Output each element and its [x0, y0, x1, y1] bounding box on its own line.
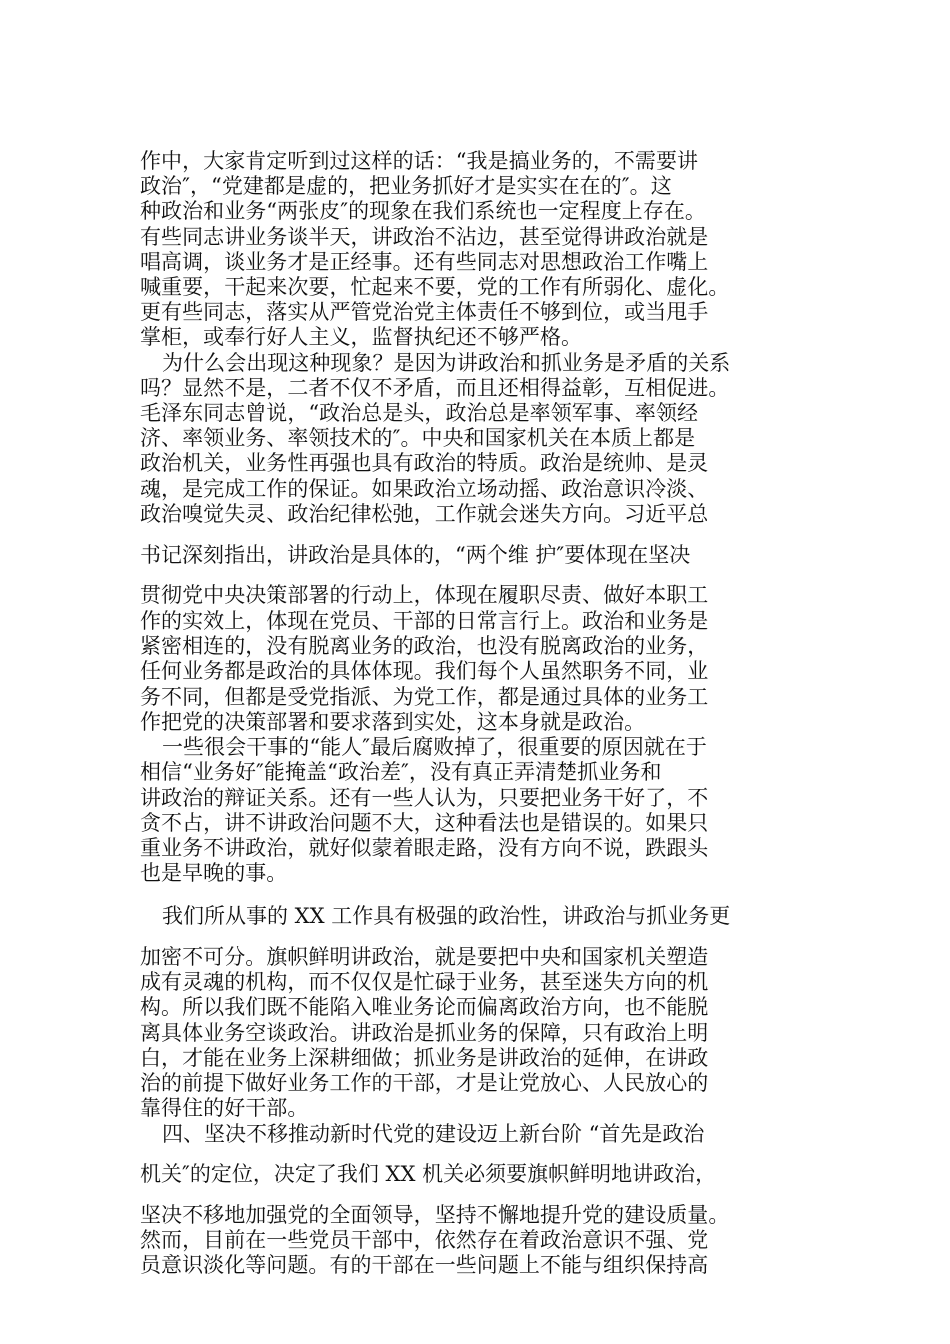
paragraph-first-line: 一些很会干事的“能人″最后腐败掉了，很重要的原因就在于	[162, 735, 707, 759]
body-text-line: 白，才能在业务上深耕细做；抓业务是讲政治的延伸，在讲政	[140, 1046, 709, 1070]
body-text-line: 讲政治的辩证关系。还有一些人认为，只要把业务干好了，不	[140, 786, 709, 810]
body-text-line: 加密不可分。旗帜鲜明讲政治，就是要把中央和国家机关塑造	[140, 945, 709, 969]
body-text-line: 掌柜，或奉行好人主义，监督执纪还不够严格。	[140, 325, 583, 349]
body-text-line: 离具体业务空谈政治。讲政治是抓业务的保障，只有政治上明	[140, 1021, 709, 1045]
body-text-line: 坚决不移地加强党的全面领导，坚持不懈地提升党的建设质量。	[140, 1203, 730, 1227]
body-text-line: 紧密相连的，没有脱离业务的政治，也没有脱离政治的业务，	[140, 634, 709, 658]
body-text-line: 政治″，“党建都是虚的，把业务抓好才是实实在在的″。这	[140, 174, 672, 198]
body-text-line: 魂，是完成工作的保证。如果政治立场动摇、政治意识冷淡、	[140, 477, 709, 501]
body-text-line: 作把党的决策部署和要求落到实处，这本身就是政治。	[140, 710, 646, 734]
body-text-line: 构。所以我们既不能陷入唯业务论而偏离政治方向，也不能脱	[140, 995, 709, 1019]
body-text-line: 任何业务都是政治的具体体现。我们每个人虽然职务不同，业	[140, 659, 709, 683]
body-text-line: 喊重要，干起来次要，忙起来不要，党的工作有所弱化、虚化。	[140, 275, 730, 299]
body-text-line: 员意识淡化等问题。有的干部在一些问题上不能与组织保持高	[140, 1253, 709, 1277]
body-text-line: 靠得住的好干部。	[140, 1096, 309, 1120]
body-text-line: 治的前提下做好业务工作的干部，才是让党放心、人民放心的	[140, 1071, 709, 1095]
body-text-line: 政治嗅觉失灵、政治纪律松弛，工作就会迷失方向。习近平总	[140, 502, 709, 526]
body-text-line: 有些同志讲业务谈半天，讲政治不沾边，甚至觉得讲政治就是	[140, 225, 709, 249]
body-text-line: 然而，目前在一些党员干部中，依然存在着政治意识不强、党	[140, 1228, 709, 1252]
body-text-line: 机关″的定位，决定了我们 XX 机关必须要旗帜鲜明地讲政治，	[140, 1162, 717, 1186]
body-text-line: 更有些同志，落实从严管党治党主体责任不够到位，或当甩手	[140, 300, 709, 324]
body-text-line: 政治机关，业务性再强也具有政治的特质。政治是统帅、是灵	[140, 451, 709, 475]
body-text-line: 吗？显然不是，二者不仅不矛盾，而且还相得益彰，互相促进。	[140, 376, 730, 400]
body-text-line: 贪不占，讲不讲政治问题不大，这种看法也是错误的。如果只	[140, 811, 709, 835]
body-text-line: 作的实效上，体现在党员、干部的日常言行上。政治和业务是	[140, 609, 709, 633]
body-text-line: 务不同，但都是受党指派、为党工作，都是通过具体的业务工	[140, 685, 709, 709]
body-text-line: 唱高调，谈业务才是正经事。还有些同志对思想政治工作嘴上	[140, 250, 709, 274]
body-text-line: 书记深刻指出，讲政治是具体的，“两个维 护″要体现在坚决	[140, 543, 691, 567]
body-text-line: 种政治和业务“两张皮″的现象在我们系统也一定程度上存在。	[140, 199, 706, 223]
body-text-line: 成有灵魂的机构，而不仅仅是忙碌于业务，甚至迷失方向的机	[140, 970, 709, 994]
body-text-line: 相信“业务好″能掩盖“政治差″，没有真正弄清楚抓业务和	[140, 760, 662, 784]
body-text-line: 济、率领业务、率领技术的″。中央和国家机关在本质上都是	[140, 426, 696, 450]
body-text-line: 也是早晚的事。	[140, 861, 288, 885]
paragraph-first-line: 我们所从事的 XX 工作具有极强的政治性，讲政治与抓业务更	[162, 904, 731, 928]
body-text-line: 作中，大家肯定听到过这样的话：“我是搞业务的，不需要讲	[140, 149, 699, 173]
paragraph-first-line: 为什么会出现这种现象？是因为讲政治和抓业务是矛盾的关系	[162, 351, 731, 375]
body-text-line: 贯彻党中央决策部署的行动上，体现在履职尽责、做好本职工	[140, 583, 709, 607]
section-heading-line: 四、坚决不移推动新时代党的建设迈上新台阶 “首先是政治	[162, 1122, 705, 1146]
body-text-line: 重业务不讲政治，就好似蒙着眼走路，没有方向不说，跌跟头	[140, 836, 709, 860]
body-text-line: 毛泽东同志曾说，“政治总是头，政治总是率领军事、率领经	[140, 401, 699, 425]
